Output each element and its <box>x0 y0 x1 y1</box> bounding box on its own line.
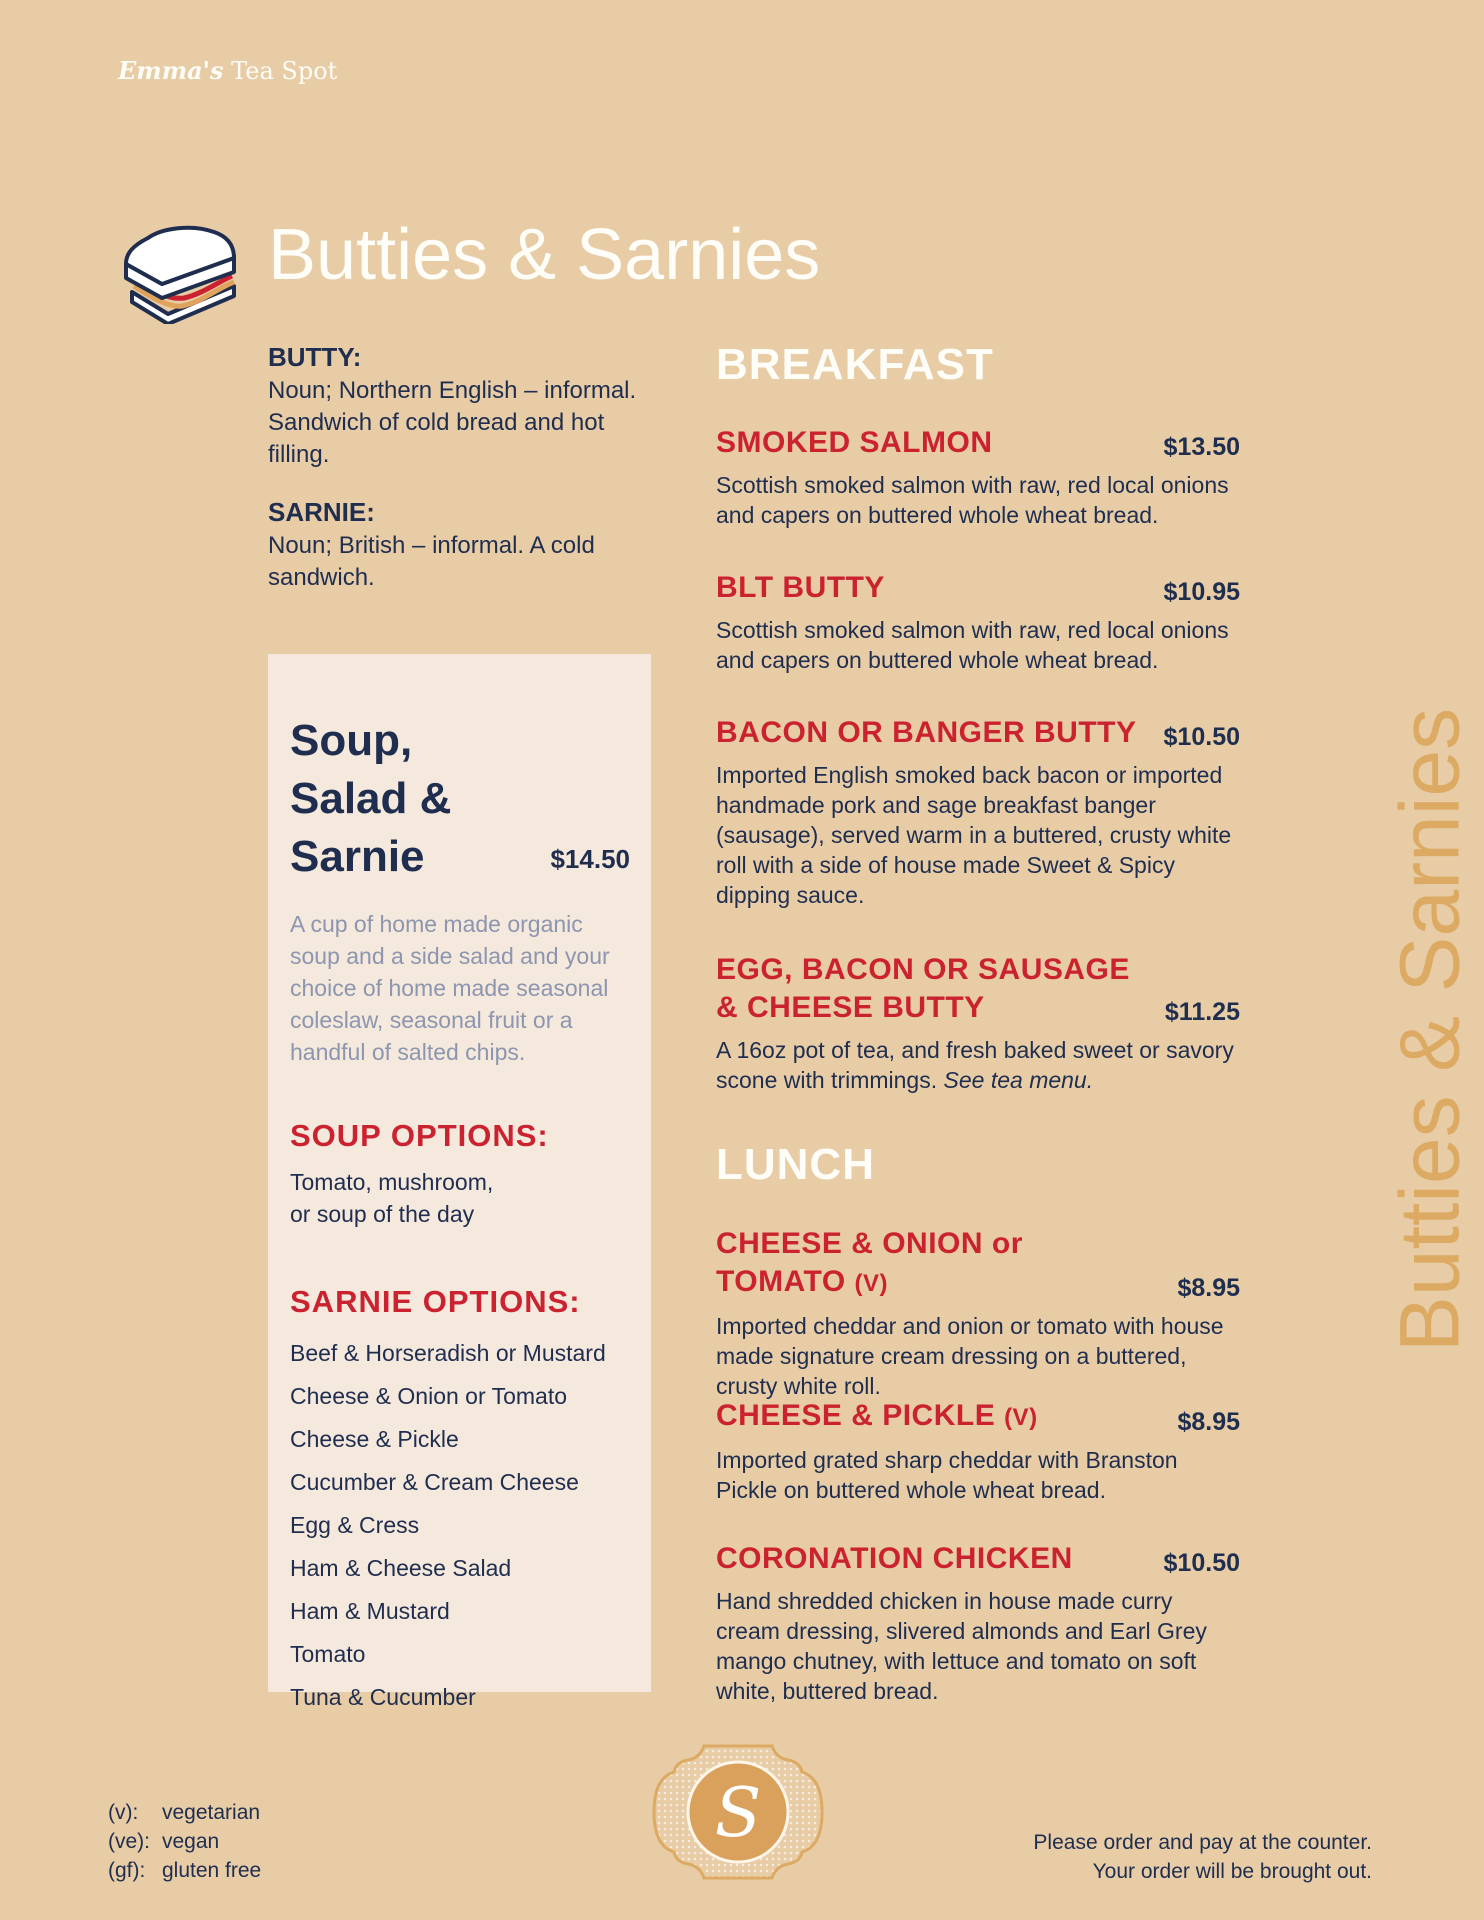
vegetarian-tag: (V) <box>854 1270 889 1297</box>
combo-title: Soup, Salad & Sarnie <box>290 716 452 881</box>
item-description: Scottish smoked salmon with raw, red local onions and capers on buttered whole wheat bread. <box>716 617 1229 673</box>
item-name: CORONATION CHICKEN <box>716 1542 1073 1575</box>
item-description <box>716 1035 1240 1095</box>
order-note-line: Please order and pay at the counter. <box>1033 1831 1372 1854</box>
list-item: Ham & Cheese Salad <box>290 1555 512 1581</box>
emblem-logo <box>650 1742 826 1882</box>
definition-text: Noun; British – informal. A cold sandwich. <box>268 532 595 591</box>
menu-item <box>716 1397 1240 1505</box>
item-name: BLT BUTTY <box>716 571 885 604</box>
item-name: BACON OR BANGER BUTTY <box>716 716 1137 749</box>
item-description-text: A 16oz pot of tea, and fresh baked sweet or savory scone with trimmings. <box>716 1037 1234 1093</box>
menu-item <box>716 1225 1240 1401</box>
sandwich-icon <box>122 224 244 324</box>
definition-term: SARNIE: <box>268 497 375 527</box>
list-item: Cheese & Pickle <box>290 1426 459 1452</box>
item-price: $8.95 <box>1177 1408 1240 1436</box>
brand-logo <box>118 56 337 85</box>
menu-item <box>716 714 1240 910</box>
list-item: Cucumber & Cream Cheese <box>290 1469 579 1495</box>
vegetarian-tag: (V) <box>1004 1404 1038 1431</box>
item-name: SMOKED SALMON <box>716 426 993 459</box>
combo-description: A cup of home made organic soup and a side salad and your choice of home made seasonal coleslaw, seasonal fruit or a handful of salted chips. <box>290 911 610 1065</box>
legend-value: vegetarian <box>162 1801 261 1824</box>
item-name: EGG, BACON OR SAUSAGE & CHEESE BUTTY <box>716 953 1130 1024</box>
legend-value: gluten free <box>162 1859 262 1882</box>
combo-panel <box>268 654 651 1710</box>
legend-value: vegan <box>162 1830 220 1853</box>
definition-text: Noun; Northern English – informal. Sandwich of cold bread and hot filling. <box>268 377 637 468</box>
item-price: $10.50 <box>1163 1549 1240 1577</box>
item-description: Imported cheddar and onion or tomato with house made signature cream dressing on a buttered, crusty white roll. <box>716 1313 1224 1399</box>
legend-row <box>108 1798 261 1827</box>
menu-item <box>716 951 1240 1095</box>
list-item: Tuna & Cucumber <box>290 1684 476 1710</box>
item-price: $10.50 <box>1163 723 1240 751</box>
legend-row <box>108 1856 261 1885</box>
brand-script: Emma's <box>118 56 224 85</box>
list-item: Ham & Mustard <box>290 1598 450 1624</box>
brand-text: Tea Spot <box>231 57 338 85</box>
order-note <box>1033 1828 1372 1886</box>
item-name-text: CHEESE & PICKLE <box>716 1399 996 1432</box>
list-item: Tomato <box>290 1641 366 1667</box>
order-note-line: Your order will be brought out. <box>1092 1860 1372 1883</box>
soup-options-heading: SOUP OPTIONS: <box>290 1118 549 1153</box>
emblem-letter: S <box>714 1774 762 1853</box>
item-name <box>716 1225 1240 1303</box>
breakfast-heading: BREAKFAST <box>716 340 994 389</box>
menu-item <box>716 569 1240 675</box>
item-description: Imported English smoked back bacon or imported handmade pork and sage breakfast banger (sausage), served warm in a buttered, crusty white roll with a side of house made Sweet & Spicy dipping sauce. <box>716 762 1232 908</box>
sarnie-options-heading: SARNIE OPTIONS: <box>290 1284 581 1319</box>
item-price: $8.95 <box>1177 1274 1240 1302</box>
definitions <box>268 342 648 620</box>
legend-row <box>108 1827 261 1856</box>
definition-term: BUTTY: <box>268 342 362 372</box>
list-item: Cheese & Onion or Tomato <box>290 1383 568 1409</box>
item-price: $10.95 <box>1163 578 1240 606</box>
sarnie-options-list <box>290 1332 630 1719</box>
item-name <box>716 1397 1240 1437</box>
lunch-heading: LUNCH <box>716 1140 875 1189</box>
menu-item <box>716 424 1240 530</box>
menu-item <box>716 1540 1240 1706</box>
item-name-text: CHEESE & ONION or TOMATO <box>716 1227 1023 1298</box>
dietary-legend <box>108 1798 261 1885</box>
item-description-note: See tea menu. <box>943 1067 1094 1093</box>
legend-key: (ve): <box>108 1830 150 1853</box>
item-description: Imported grated sharp cheddar with Branston Pickle on buttered whole wheat bread. <box>716 1447 1178 1503</box>
list-item: Beef & Horseradish or Mustard <box>290 1340 606 1366</box>
item-description: Scottish smoked salmon with raw, red local onions and capers on buttered whole wheat bread. <box>716 472 1229 528</box>
combo-price: $14.50 <box>550 844 630 874</box>
legend-key: (v): <box>108 1801 139 1824</box>
item-price: $11.25 <box>1164 998 1240 1026</box>
item-description: Hand shredded chicken in house made curry cream dressing, slivered almonds and Earl Grey mango chutney, with lettuce and tomato on soft white, buttered bread. <box>716 1588 1207 1704</box>
list-item: Egg & Cress <box>290 1512 420 1538</box>
side-title: Butties & Sarnies <box>1382 707 1477 1353</box>
page-title: Butties & Sarnies <box>268 215 821 295</box>
item-price: $13.50 <box>1163 433 1240 461</box>
legend-key: (gf): <box>108 1859 146 1882</box>
soup-options: Tomato, mushroom, or soup of the day <box>290 1169 494 1227</box>
